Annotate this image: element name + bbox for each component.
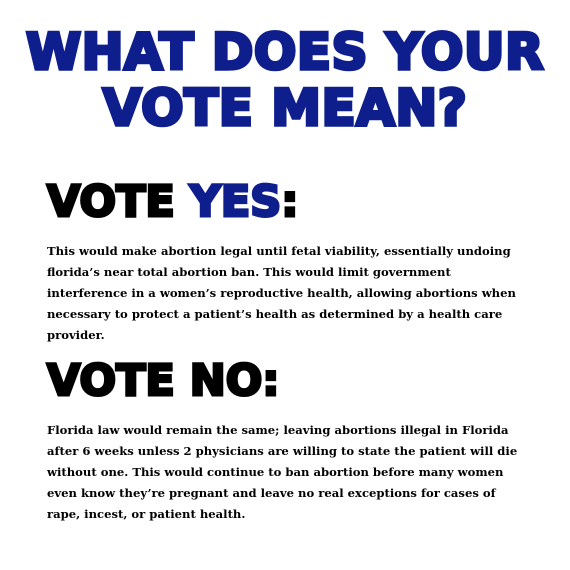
vote-no-description: Florida law would remain the same; leaving abortions illegal in Florida after 6 weeks unless 2 physicians are willing to state the patient will die without one. This would continue to ban abortion before many women even know they’re pregnant and leave no real exceptions for cases of rape, incest, or patient health.: [47, 423, 518, 521]
page-title-line-1: WHAT DOES YOUR: [26, 23, 544, 81]
vote-no-heading: VOTE NO:: [47, 356, 280, 406]
page-title-line-2: VOTE MEAN?: [102, 79, 468, 137]
vote-yes-heading-prefix: VOTE: [47, 177, 190, 227]
page-title: [0, 24, 570, 136]
vote-yes-heading: [47, 178, 298, 226]
vote-yes-heading-accent: YES: [189, 177, 282, 227]
vote-yes-heading-suffix: :: [281, 177, 299, 227]
vote-yes-description: This would make abortion legal until fetal viability, essentially undoing florida’s near total abortion ban. This would limit government interference in a women’s reproductive health, allowing abortions when necessary to protect a patient’s health as determined by a health care provider.: [47, 244, 516, 342]
